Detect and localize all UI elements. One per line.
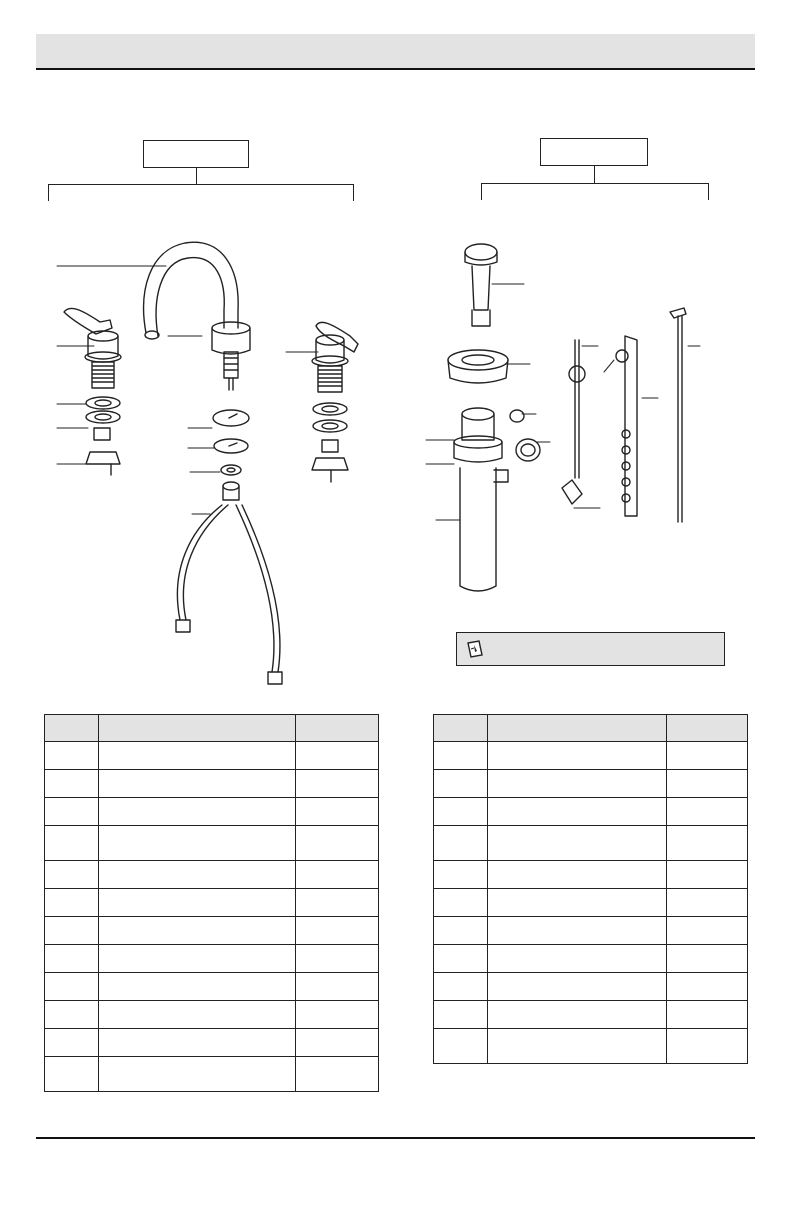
table-row	[45, 1057, 379, 1092]
table-row	[45, 798, 379, 826]
part-cell	[434, 1001, 488, 1029]
part-cell	[434, 1029, 488, 1064]
part-cell	[434, 770, 488, 798]
table-row	[45, 917, 379, 945]
drain-parts-table	[433, 714, 748, 1064]
table-row	[434, 889, 748, 917]
part-cell	[434, 889, 488, 917]
quantity-cell	[296, 742, 379, 770]
quantity-cell	[296, 1001, 379, 1029]
drain-body-drawing	[454, 408, 508, 591]
description-cell	[488, 973, 667, 1001]
table-row	[45, 1029, 379, 1057]
col-header-quantity	[667, 715, 748, 742]
description-cell	[99, 917, 296, 945]
quantity-cell	[667, 826, 748, 861]
description-cell	[488, 770, 667, 798]
table-row	[45, 861, 379, 889]
table-row	[45, 973, 379, 1001]
col-header-part	[45, 715, 99, 742]
table-header-row	[45, 715, 379, 742]
description-cell	[99, 798, 296, 826]
part-cell	[434, 945, 488, 973]
table-row	[434, 798, 748, 826]
description-cell	[99, 945, 296, 973]
quantity-cell	[296, 1029, 379, 1057]
footer-rule	[36, 1137, 755, 1139]
description-cell	[488, 1029, 667, 1064]
description-cell	[99, 861, 296, 889]
table-row	[434, 917, 748, 945]
part-cell	[45, 945, 99, 973]
description-cell	[99, 973, 296, 1001]
part-cell	[434, 826, 488, 861]
part-cell	[45, 1001, 99, 1029]
description-cell	[488, 1001, 667, 1029]
center-washers-drawing	[213, 410, 249, 475]
description-cell	[488, 742, 667, 770]
quantity-cell	[667, 798, 748, 826]
quantity-cell	[667, 1001, 748, 1029]
quantity-cell	[296, 798, 379, 826]
table-row	[45, 742, 379, 770]
quantity-cell	[296, 917, 379, 945]
part-cell	[45, 742, 99, 770]
description-cell	[99, 1001, 296, 1029]
description-cell	[488, 826, 667, 861]
quantity-cell	[667, 1029, 748, 1064]
table-row	[434, 861, 748, 889]
clevis-strap-drawing	[616, 336, 637, 516]
leader-lines	[57, 266, 700, 520]
part-cell	[45, 861, 99, 889]
table-row	[434, 945, 748, 973]
quantity-cell	[296, 889, 379, 917]
part-cell	[434, 861, 488, 889]
part-cell	[45, 889, 99, 917]
part-cell	[45, 917, 99, 945]
part-cell	[45, 798, 99, 826]
note-pencil-icon	[465, 639, 485, 659]
quantity-cell	[667, 973, 748, 1001]
pop-up-stopper-drawing	[465, 244, 497, 326]
col-header-part	[434, 715, 488, 742]
quantity-cell	[667, 861, 748, 889]
part-cell	[434, 742, 488, 770]
description-cell	[488, 861, 667, 889]
description-cell	[99, 1057, 296, 1092]
description-cell	[99, 770, 296, 798]
col-header-description	[99, 715, 296, 742]
quantity-cell	[667, 742, 748, 770]
part-cell	[45, 973, 99, 1001]
spout-drawing	[144, 242, 250, 390]
description-cell	[488, 917, 667, 945]
description-cell	[99, 1029, 296, 1057]
quantity-cell	[296, 861, 379, 889]
quantity-cell	[296, 770, 379, 798]
part-cell	[45, 1057, 99, 1092]
right-handle-drawing	[312, 322, 358, 482]
lift-rod-drawing	[670, 308, 686, 522]
col-header-description	[488, 715, 667, 742]
table-row	[434, 742, 748, 770]
part-cell	[434, 917, 488, 945]
table-row	[434, 1029, 748, 1064]
part-cell	[434, 973, 488, 1001]
part-cell	[45, 826, 99, 861]
table-header-row	[434, 715, 748, 742]
drain-flange-drawing	[448, 350, 508, 383]
quantity-cell	[296, 945, 379, 973]
col-header-quantity	[296, 715, 379, 742]
supply-hoses-drawing	[176, 482, 282, 684]
part-cell	[45, 770, 99, 798]
table-row	[434, 826, 748, 861]
quantity-cell	[667, 945, 748, 973]
quantity-cell	[667, 917, 748, 945]
note-box	[456, 632, 725, 666]
table-row	[434, 973, 748, 1001]
part-cell	[45, 1029, 99, 1057]
quantity-cell	[296, 826, 379, 861]
description-cell	[99, 742, 296, 770]
table-row	[45, 945, 379, 973]
table-row	[434, 770, 748, 798]
part-cell	[434, 798, 488, 826]
description-cell	[99, 889, 296, 917]
table-row	[45, 770, 379, 798]
drain-gasket-nut-drawing	[510, 410, 540, 461]
quantity-cell	[296, 1057, 379, 1092]
left-handle-drawing	[64, 308, 121, 475]
pivot-rod-drawing	[562, 340, 585, 504]
quantity-cell	[667, 770, 748, 798]
table-row	[434, 1001, 748, 1029]
description-cell	[488, 945, 667, 973]
description-cell	[488, 889, 667, 917]
table-row	[45, 826, 379, 861]
description-cell	[488, 798, 667, 826]
faucet-parts-table	[44, 714, 379, 1092]
quantity-cell	[296, 973, 379, 1001]
table-row	[45, 889, 379, 917]
description-cell	[99, 826, 296, 861]
quantity-cell	[667, 889, 748, 917]
table-row	[45, 1001, 379, 1029]
